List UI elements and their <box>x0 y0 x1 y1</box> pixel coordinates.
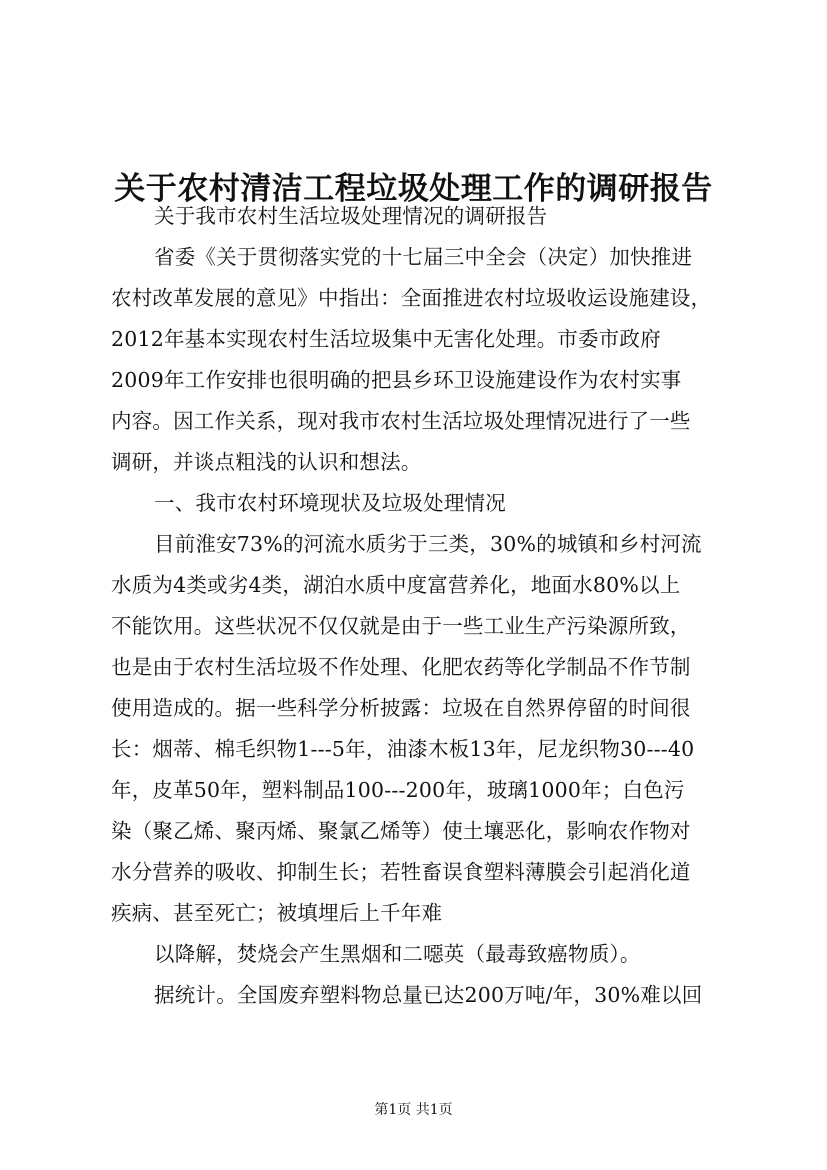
section-heading: 一、我市农村环境现状及垃圾处理情况 <box>154 491 506 515</box>
document-body <box>111 196 731 1016</box>
paragraph-intro: 省委《关于贯彻落实党的十七届三中全会（决定）加快推进 农村改革发展的意见》中指出：全面推进农村垃圾收运设施建设， 2012年基本实现农村生活垃圾集中无害化处理。市委市政府 2009年工作安排也很明确的把县乡环卫设施建设作为农村实事 内容。因工作关系，现对我市农村生活垃圾处理情况进行了一些 调研，并谈点粗浅的认识和想法。 <box>111 245 712 474</box>
paragraph-degradation: 以降解，焚烧会产生黑烟和二噁英（最毒致癌物质）。 <box>154 942 641 966</box>
paragraph-status: 目前淮安73%的河流水质劣于三类，30%的城镇和乡村河流 水质为4类或劣4类，湖泊水质中度富营养化，地面水80%以上 不能饮用。这些状况不仅仅就是由于一些工业生产污染源所致， 也是由于农村生活垃圾不作处理、化肥农药等化学制品不作节制 使用造成的。据一些科学分析披露：垃圾在自然界停留的时间很 长：烟蒂、棉毛织物1---5年，油漆木板13年，尼龙织物30---40 年，皮革50年，塑料制品100---200年，玻璃1000年；白色污 染（聚乙烯、聚丙烯、聚氯乙烯等）使土壤恶化，影响农作物对 水分营养的吸收、抑制生长；若牲畜误食塑料薄膜会引起消化道 疾病、甚至死亡；被填埋后上千年难 <box>111 532 702 925</box>
document-title: 关于农村清洁工程垃圾处理工作的调研报告 <box>114 170 713 207</box>
paragraph-statistics: 据统计。全国废弃塑料物总量已达200万吨/年，30%难以回 <box>154 983 703 1007</box>
paragraph-subtitle: 关于我市农村生活垃圾处理情况的调研报告 <box>154 204 548 228</box>
page-number-footer: 第1页 共1页 <box>374 1102 453 1118</box>
